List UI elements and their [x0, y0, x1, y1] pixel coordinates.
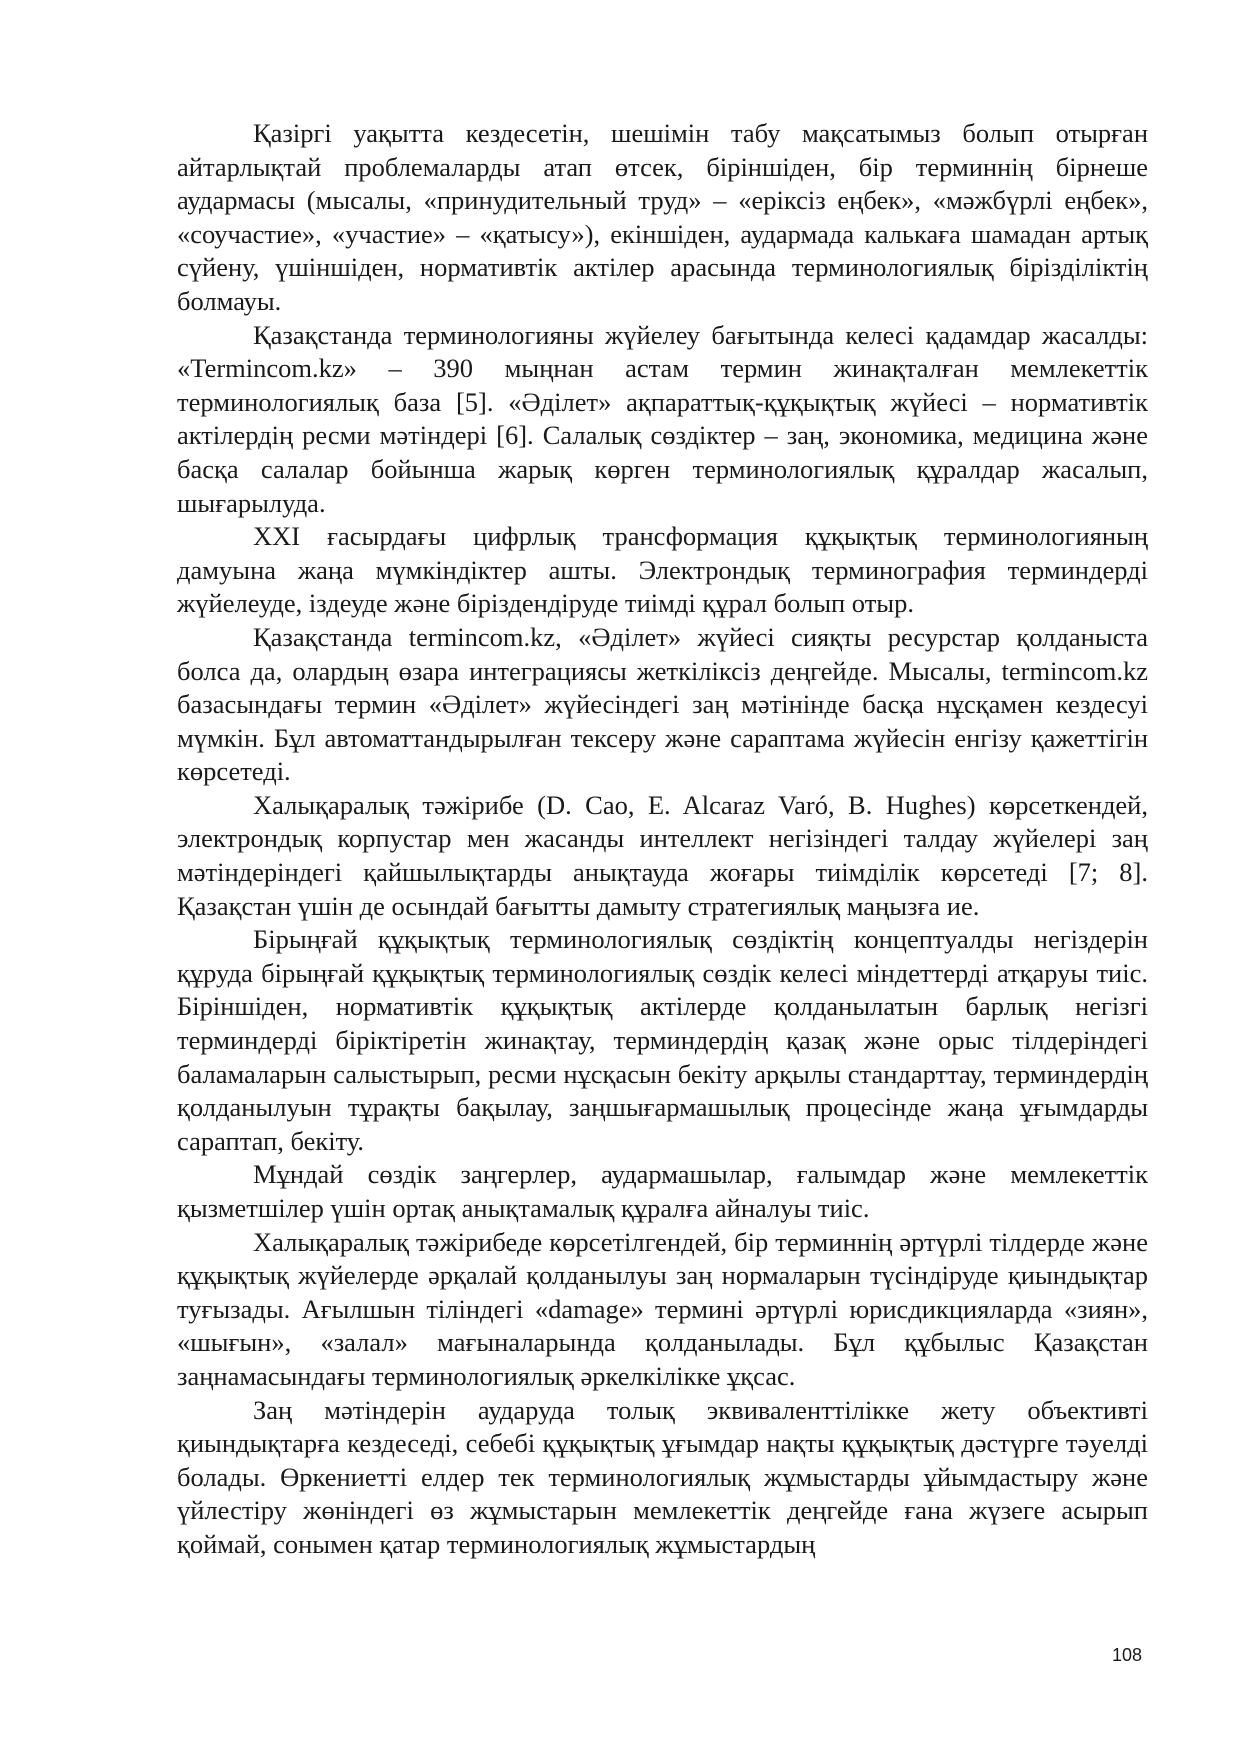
document-body [177, 117, 1148, 1562]
paragraph: Қазақстанда терминологияны жүйелеу бағытында келесі қадамдар жасалды: «Termincom.kz» – 390 мыңнан астам термин жинақталған мемлекеттік терминологиялық база [5]. «Әділет» ақпараттық-құқықтық жүйесі – нормативтік актілердің ресми мәтіндері [6]. Салалық сөздіктер – заң, экономика, медицина және басқа салалар бойынша жарық көрген терминологиялық құралдар жасалып, шығарылуда. [177, 319, 1148, 518]
paragraph: Халықаралық тәжірибе (D. Cao, E. Alcaraz Varó, B. Hughes) көрсеткендей, электрондық корпустар мен жасанды интеллект негізіндегі талдау жүйелері заң мәтіндеріндегі қайшылықтарды анықтауда жоғары тиімділік көрсетеді [7; 8]. Қазақстан үшін де осындай бағытты дамыту стратегиялық маңызға ие. [177, 789, 1148, 921]
paragraph: XXI ғасырдағы цифрлық трансформация құқықтық терминологияның дамуына жаңа мүмкіндіктер ашты. Электрондық терминография терминдерді жүйелеуде, іздеуде және біріздендіруде тиімді құрал болып отыр. [177, 521, 1148, 619]
paragraph: Мұндай сөздік заңгерлер, аудармашылар, ғалымдар және мемлекеттік қызметшілер үшін ортақ анықтамалық құралға айналуы тиіс. [177, 1159, 1148, 1223]
paragraph: Заң мәтіндерін аударуда толық эквиваленттілікке жету объективті қиындықтарға кездеседі, себебі құқықтық ұғымдар нақты құқықтық дәстүрге тәуелді болады. Өркениетті елдер тек терминологиялық жұмыстарды ұйымдастыру және үйлестіру жөніндегі өз жұмыстарын мемлекеттік деңгейде ғана жүзеге асырып қоймай, сонымен қатар терминологиялық жұмыстардың [177, 1394, 1148, 1559]
paragraph: Халықаралық тәжірибеде көрсетілгендей, бір терминнің әртүрлі тілдерде және құқықтық жүйелерде әрқалай қолданылуы заң нормаларын түсіндіруде қиындықтар туғызады. Ағылшын тіліндегі «damage» термині әртүрлі юрисдикцияларда «зиян», «шығын», «залал» мағыналарында қолданылады. Бұл құбылыс Қазақстан заңнамасындағы терминологиялық әркелкілікке ұқсас. [177, 1226, 1148, 1391]
paragraph: Қазақстанда termincom.kz, «Әділет» жүйесі сияқты ресурстар қолданыста болса да, олардың өзара интеграциясы жеткіліксіз деңгейде. Мысалы, termincom.kz базасындағы термин «Әділет» жүйесіндегі заң мәтінінде басқа нұсқамен кездесуі мүмкін. Бұл автоматтандырылған тексеру және сараптама жүйесін енгізу қажеттігін көрсетеді. [177, 621, 1148, 787]
paragraph: Қазіргі уақытта кездесетін, шешімін табу мақсатымыз болып отырған айтарлықтай проблемаларды атап өтсек, біріншіден, бір терминнің бірнеше аудармасы (мысалы, «принудительный труд» – «еріксіз еңбек», «мәжбүрлі еңбек», «соучастие», «участие» – «қатысу»), екіншіден, аудармада калькаға шамадан артық сүйену, үшіншіден, нормативтік актілер арасында терминологиялық бірізділіктің болмауы. [177, 118, 1148, 316]
page-number: 108 [1112, 1645, 1143, 1665]
paragraph: Бірыңғай құқықтық терминологиялық сөздіктің концептуалды негіздерін құруда бірыңғай құқықтық терминологиялық сөздік келесі міндеттерді атқаруы тиіс. Біріншіден, нормативтік құқықтық актілерде қолданылатын барлық негізгі терминдерді біріктіретін жинақтау, терминдердің қазақ және орыс тілдеріндегі баламаларын салыстырып, ресми нұсқасын бекіту арқылы стандарттау, терминдердің қолданылуын тұрақты бақылау, заңшығармашылық процесінде жаңа ұғымдарды сараптап, бекіту. [177, 924, 1148, 1156]
